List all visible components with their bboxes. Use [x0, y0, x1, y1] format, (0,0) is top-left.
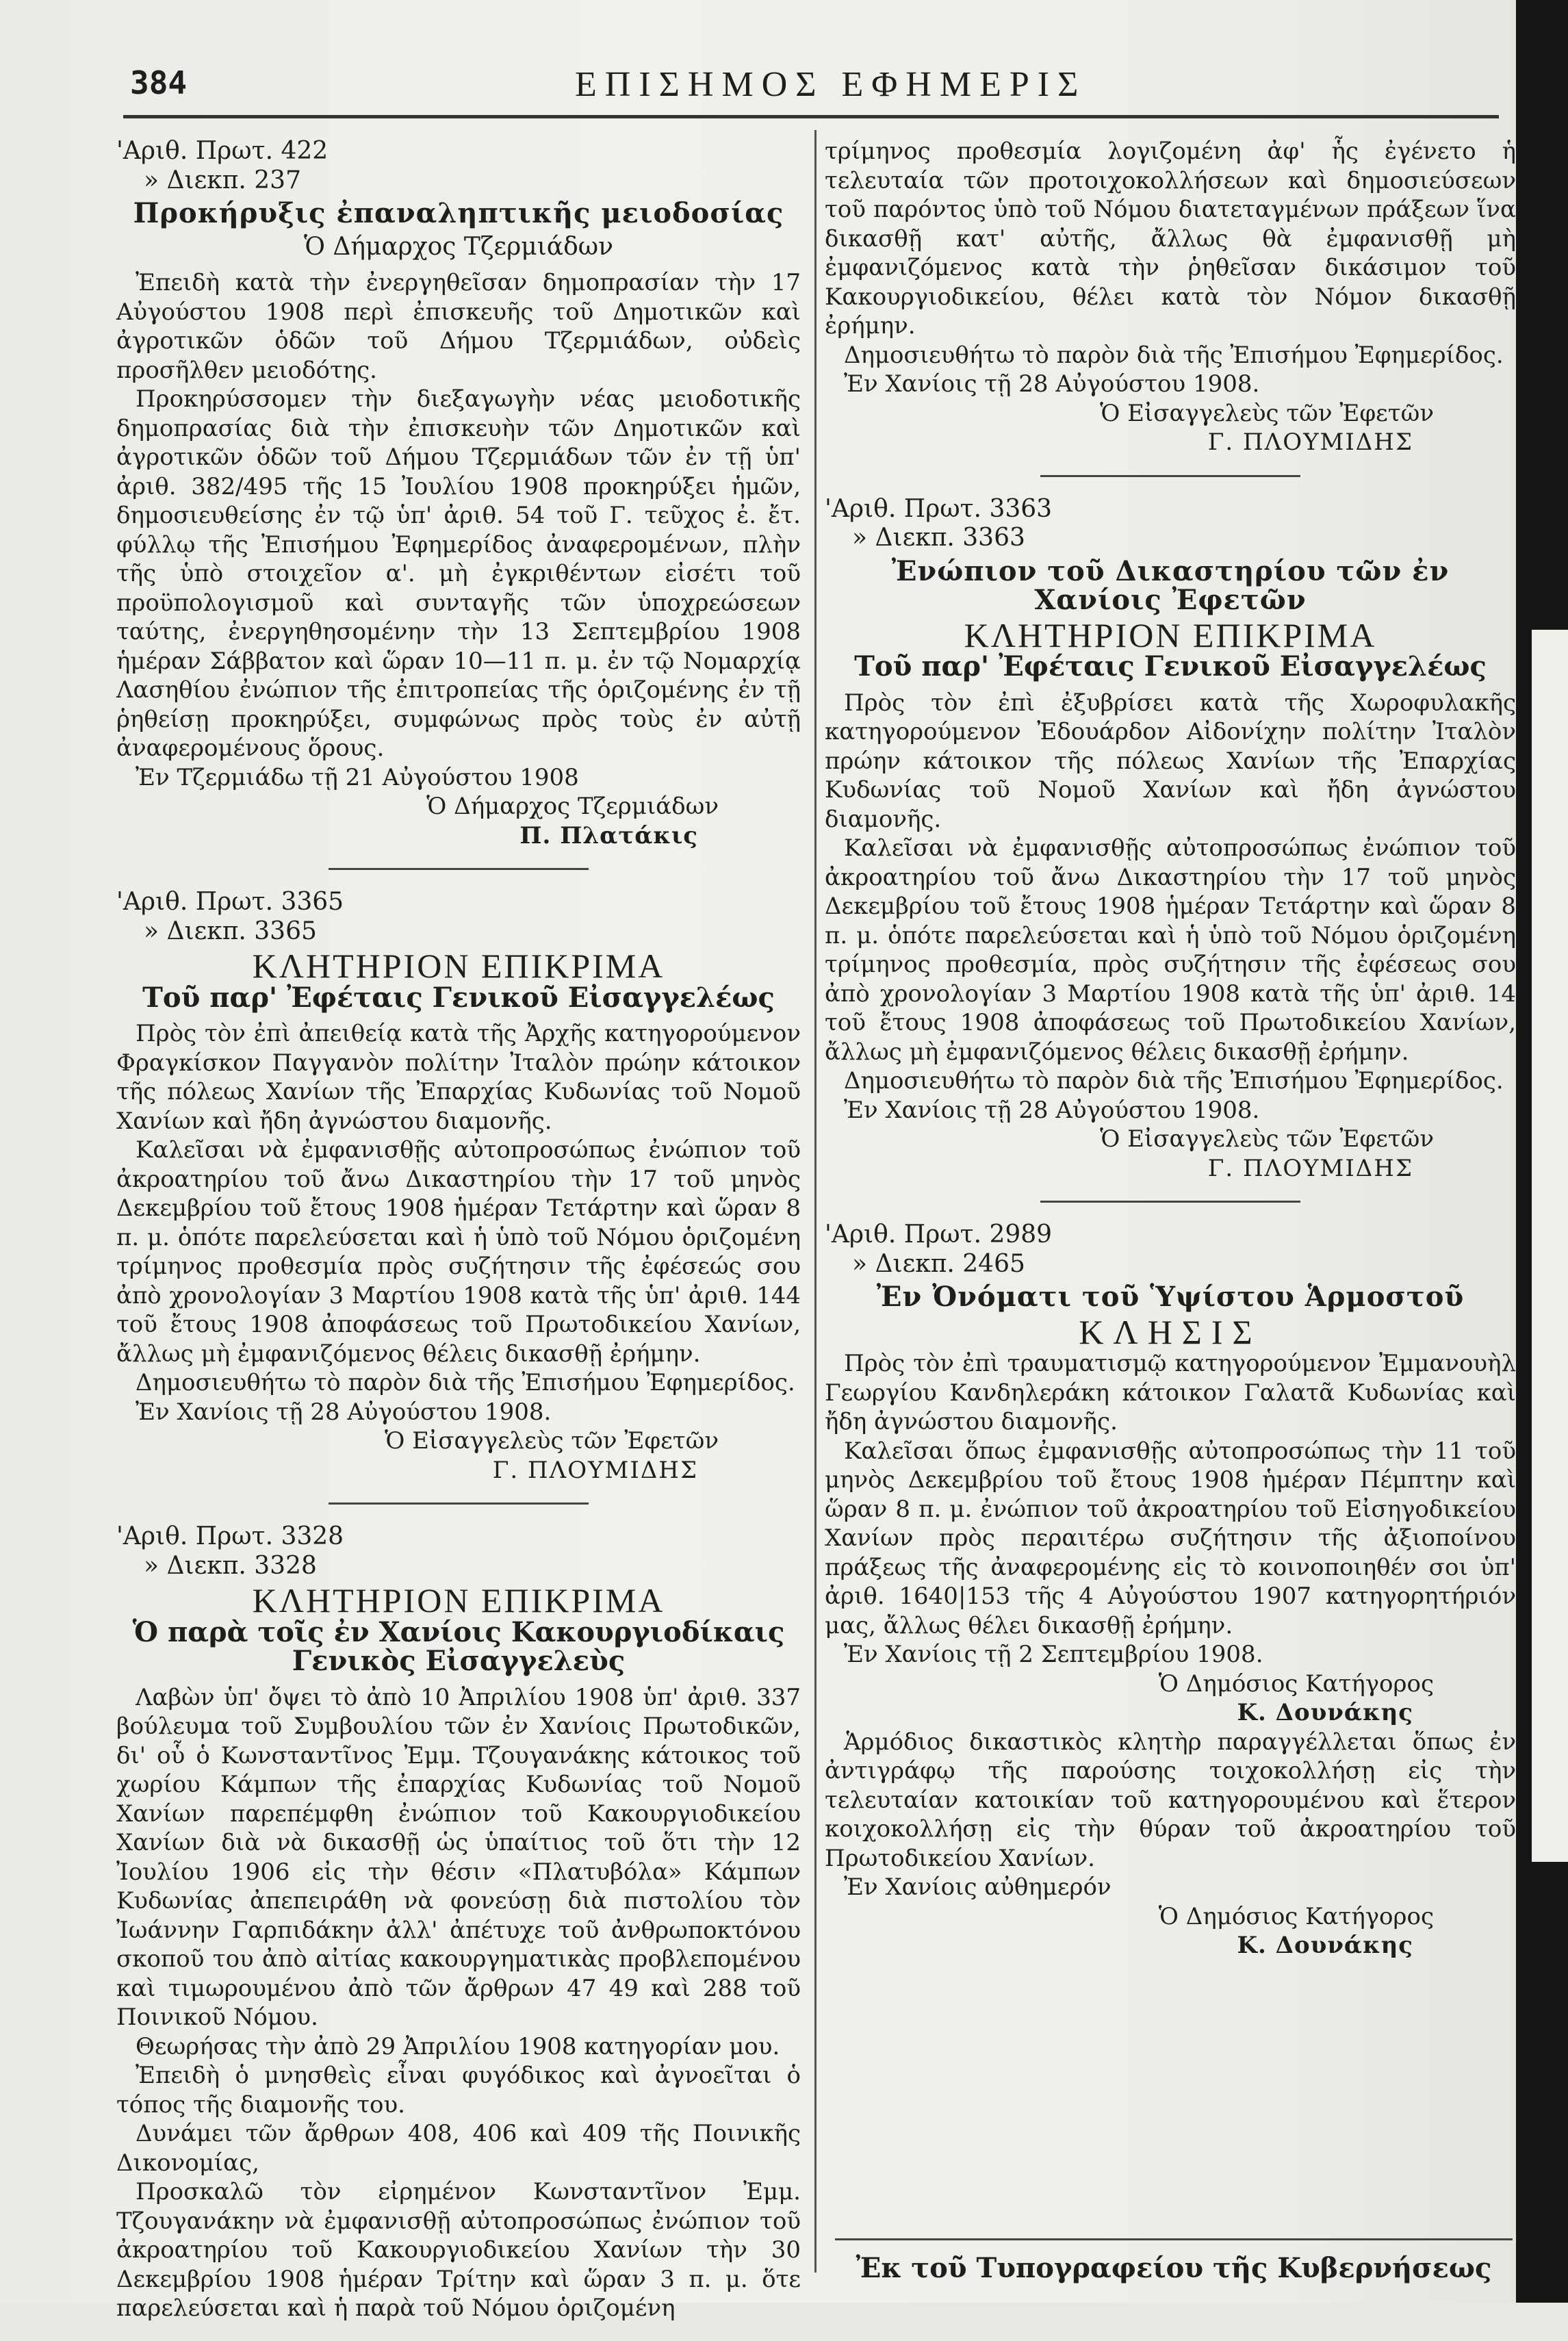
notice-title: ΚΛΗΤΗΡΙΟΝ ΕΠΙΚΡΙΜΑ: [964, 615, 1377, 654]
notice-summons-2: [116, 1522, 801, 2323]
dispatch-number: » Διεκπ. 3328: [144, 1551, 317, 1580]
notice-divider: [1040, 1201, 1300, 1203]
paragraph: Πρὸς τὸν ἐπὶ ἀπειθείᾳ κατὰ τῆς Ἀρχῆς κατηγορούμενον Φραγκίσκον Παγγανὸν πολίτην Ἰταλὸν πρώην κάτοικον τῆς πόλεως Χανίων τῆς Ἐπαρχίας Κυδωνίας τοῦ Νομοῦ Χανίων καὶ ἤδη ἀγνώστου διαμονῆς.: [116, 1020, 801, 1135]
notice-divider: [329, 868, 589, 870]
paragraph: Δημοσιευθήτω τὸ παρὸν διὰ τῆς Ἐπισήμου Ἐφημερίδος.: [844, 341, 1504, 369]
notice-title: ΚΛΗΤΗΡΙΟΝ ΕΠΙΚΡΙΜΑ: [252, 947, 665, 985]
notice-divider: [1040, 475, 1300, 477]
signature-name: Π. Πλατάκις: [519, 821, 698, 849]
notice-summons-1: [116, 888, 801, 1485]
footer-rule: [835, 2238, 1513, 2240]
paragraph: τρίμηνος προθεσμία λογιζομένη ἀφ' ἧς ἐγένετο ἡ τελευταία τῶν προτοιχοκολλήσεων καὶ δημοσιεύσεων τοῦ παρόντος ὑπὸ τοῦ Νόμου διατεταγμένων πράξεων ἵνα δικασθῇ κατ' αὐτῆς, ἄλλως θὰ ἐμφανισθῇ μὴ ἐμφανιζόμενος κατὰ τὴν ῥηθεῖσαν δικάσιμον τοῦ Κακουργιοδικείου, θέλει κατὰ τὸν Νόμον δικασθῇ ἐρήμην.: [825, 138, 1516, 340]
paragraph: Λαβὼν ὑπ' ὄψει τὸ ἀπὸ 10 Ἀπριλίου 1908 ὑπ' ἀριθ. 337 βούλευμα τοῦ Συμβουλίου τῶν ἐν Χανίοις Πρωτοδικῶν, δι' οὗ ὁ Κωνσταντῖνος Ἐμμ. Τζουγανάκης κάτοικος τοῦ χωρίου Κάμπων τῆς ἐπαρχίας Κυδωνίας τοῦ Νομοῦ Χανίων παρεπέμφθη ἐνώπιον τοῦ Κακουργιοδικείου Χανίων διὰ νὰ δικασθῇ ὡς ὑπαίτιος τοῦ ὅτι τὴν 12 Ἰουλίου 1906 εἰς τὴν θέσιν «Πλατυβόλα» Κάμπων Κυδωνίας ἀπεπειράθη νὰ φονεύσῃ διὰ πιστολίου τὸν Ἰωάννην Γαρπιδάκην ἀλλ' ἀπέτυχε τοῦ ἀνθρωποκτόνου σκοποῦ του ἀπὸ αἰτίας κακουργηματικὰς προβλεπομένου καὶ τιμωρουμένου ἀπὸ τῶν ἄρθρων 47 49 καὶ 288 τοῦ Ποινικοῦ Νόμου.: [116, 1683, 801, 2031]
protocol-number: 'Αριθ. Πρωτ. 422: [116, 137, 329, 165]
notice-body: [825, 1728, 1516, 1902]
left-column: [116, 137, 801, 2341]
notice-body: [825, 689, 1516, 1125]
protocol-number: 'Αριθ. Πρωτ. 3365: [116, 888, 344, 916]
notice-date: Ἐν Χανίοις τῇ 28 Αὐγούστου 1908.: [844, 370, 1260, 398]
notice-subtitle: Ὁ Δήμαρχος Τζερμιάδων: [304, 232, 613, 261]
paragraph: Δυνάμει τῶν ἄρθρων 408, 406 καὶ 409 τῆς Ποινικῆς Δικονομίας,: [116, 2120, 801, 2177]
signature-role: Ὁ Εἰσαγγελεὺς τῶν Ἐφετῶν: [385, 1427, 719, 1455]
protocol-number: 'Αριθ. Πρωτ. 3363: [825, 494, 1053, 523]
paragraph: Θεωρήσας τὴν ἀπὸ 29 Ἀπριλίου 1908 κατηγορίαν μου.: [136, 2032, 780, 2060]
paragraph: Ἐπειδὴ κατὰ τὴν ἐνεργηθεῖσαν δημοπρασίαν τὴν 17 Αὐγούστου 1908 περὶ ἐπισκευῆς τοῦ Δημοτικῶν καὶ ἀγροτικῶν ὁδῶν τοῦ Δήμου Τζερμιάδων, οὐδεὶς προσῆλθεν μειοδότης.: [116, 269, 801, 384]
protocol-number: 'Αριθ. Πρωτ. 2989: [825, 1220, 1053, 1249]
notice-title: Προκήρυξις ἐπαναληπτικῆς μειοδοσίας: [133, 197, 784, 229]
journal-title: ΕΠΙΣΗΜΟΣ ΕΦΗΜΕΡΙΣ: [575, 65, 1087, 104]
paragraph: Ἁρμόδιος δικαστικὸς κλητὴρ παραγγέλλεται ὅπως ἐν ἀντιγράφῳ τῆς παρούσης τοιχοκολλήσῃ εἰς τὴν τελευταίαν κατοικίαν τοῦ κατηγορουμένου καὶ ἕτερον κοιχοκολλήσῃ εἰς τὴν θύραν τοῦ ἀκροατηρίου τοῦ Πρωτοδικείου Χανίων.: [825, 1728, 1516, 1872]
notice-title: ΚΛΗΣΙΣ: [1079, 1312, 1262, 1351]
notice-body: [116, 1683, 801, 2323]
dispatch-number: » Διεκπ. 237: [144, 166, 301, 194]
column-divider: [814, 130, 817, 2273]
page-header: [123, 55, 1499, 116]
right-column: [825, 137, 1516, 1978]
notice-title: ΚΛΗΤΗΡΙΟΝ ΕΠΙΚΡΙΜΑ: [252, 1581, 665, 1620]
signature-name: Κ. Δουνάκης: [1237, 1699, 1413, 1726]
paragraph: Καλεῖσαι νὰ ἐμφανισθῇς αὐτοπροσώπως ἐνώπιον τοῦ ἀκροατηρίου τοῦ ἄνω Δικαστηρίου τὴν 17 τοῦ μηνὸς Δεκεμβρίου τοῦ ἔτους 1908 ἡμέραν Τετάρτην καὶ ὥραν 8 π. μ. ὁπότε παρελεύσεται καὶ ἡ ὑπὸ τοῦ Νόμου ὁριζομένη τρίμηνος προθεσμία, πρὸς συζήτησιν τῆς ἐφέσεως σου ἀπὸ χρονολογίαν 3 Μαρτίου 1908 κατὰ τῆς ὑπ' ἀριθ. 14 τοῦ ἔτους 1908 ἀποφάσεως τοῦ Πρωτοδικείου Χανίων, ἄλλως μὴ ἐμφανιζόμενος θέλεις δικασθῇ ἐρήμην.: [825, 834, 1516, 1066]
protocol-number: 'Αριθ. Πρωτ. 3328: [116, 1522, 344, 1550]
paragraph: Προκηρύσσομεν τὴν διεξαγωγὴν νέας μειοδοτικῆς δημοπρασίας διὰ τὴν ἐπισκευὴν τῶν Δημοτικῶν καὶ ἀγροτικῶν ὁδῶν τοῦ Δήμου Τζερμιάδων τῶν ἐν τῇ ὑπ' ἀριθ. 382/495 τῆς 15 Ἰουλίου 1908 προκηρύξει ἡμῶν, δημοσιευθείσης ἐν τῷ ὑπ' ἀριθ. 54 τοῦ Γ. τεῦχος ἐ. ἔτ. φύλλῳ τῆς Ἐπισήμου Ἐφημερίδος ἀναφερομένων, πλὴν τῆς ὑπὸ στοιχεῖον α'. μὴ ἐγκριθέντων εἰσέτι τοῦ προϋπολογισμοῦ καὶ συνταγῆς τῶν ὑποχρεώσεων ταύτης, ἐνεργηθησομένην τὴν 13 Σεπτεμβρίου 1908 ἡμέραν Σάββατον καὶ ὥραν 10—11 π. μ. ἐν τῷ Νομαρχίᾳ Λασηθίου ἐνώπιον τῆς ἐπιτροπείας τῆς ὁριζομένης ἐν τῇ ῥηθείσῃ προκηρύξει, συμφώνως πρὸς τοὺς ἐν αὐτῇ ἀναφερομένους ὅρους.: [116, 385, 801, 762]
notice-heading: Ἐνώπιον τοῦ Δικαστηρίου τῶν ἐν Χανίοις Ἐφετῶν: [891, 554, 1450, 616]
paragraph: Καλεῖσαι ὅπως ἐμφανισθῇς αὐτοπροσώπως τὴν 11 τοῦ μηνὸς Δεκεμβρίου τοῦ ἔτους 1908 ἡμέραν Πέμπτην καὶ ὥραν 8 π. μ. ἐνώπιον τοῦ ἀκροατηρίου τοῦ Εἰσηγοδικείου Χανίων πρὸς περαιτέρω συζήτησιν τῆς ἀξιοποίνου πράξεως τῆς ἀναφερομένης εἰς τὸ κοινοποιηθέν σοι ὑπ' ἀριθ. 1640|153 τῆς 4 Αὐγούστου 1907 κατηγορητήριόν μας, ἄλλως θέλει δικασθῇ ἐρήμην.: [825, 1437, 1516, 1639]
notice-heading: Ἐν Ὀνόματι τοῦ Ὑψίστου Ἁρμοστοῦ: [876, 1281, 1465, 1313]
paragraph: Ἐπειδὴ ὁ μνησθεὶς εἶναι φυγόδικος καὶ ἀγνοεῖται ὁ τόπος τῆς διαμονῆς του.: [116, 2062, 801, 2119]
signature-name: Κ. Δουνάκης: [1237, 1932, 1413, 1959]
notice-tender: [116, 137, 801, 850]
signature-name: Γ. ΠΛΟΥΜΙΔΗΣ: [1207, 428, 1413, 456]
notice-date: Ἐν Τζερμιάδω τῇ 21 Αὐγούστου 1908: [136, 763, 579, 791]
signature-name: Γ. ΠΛΟΥΜΙΔΗΣ: [1207, 1154, 1413, 1182]
paragraph: Καλεῖσαι νὰ ἐμφανισθῇς αὐτοπροσώπως ἐνώπιον τοῦ ἀκροατηρίου τοῦ ἄνω Δικαστηρίου τὴν 17 τοῦ μηνὸς Δεκεμβρίου τοῦ ἔτους 1908 ἡμέραν Τετάρτην καὶ ὥραν 8 π. μ. ὁπότε παρελεύσεται καὶ ἡ ὑπὸ τοῦ Νόμου ὁριζομένη τρίμηνος προθεσμία πρὸς συζήτησιν τῆς ἐφέσεώς σου ἀπὸ χρονολογίαν 3 Μαρτίου 1908 κατὰ τῆς ὑπ' ἀριθ. 144 τοῦ ἔτους 1908 ἀποφάσεως τοῦ Πρωτοδικείου Χανίων, ἄλλως μὴ ἐμφανιζόμενος θέλεις δικασθῇ ἐρήμην.: [116, 1136, 801, 1368]
signature-role: Ὁ Δημόσιος Κατήγορος: [1158, 1670, 1434, 1698]
printer-footer: Ἐκ τοῦ Τυπογραφείου τῆς Κυβερνήσεως: [856, 2252, 1492, 2284]
notice-subtitle: Τοῦ παρ' Ἐφέταις Γενικοῦ Εἰσαγγελέως: [142, 981, 775, 1014]
notice-divider: [329, 1502, 589, 1505]
dispatch-number: » Διεκπ. 2465: [852, 1249, 1025, 1278]
dispatch-number: » Διεκπ. 3365: [144, 917, 317, 945]
signature-name: Γ. ΠΛΟΥΜΙΔΗΣ: [492, 1456, 698, 1484]
notice-date: Ἐν Χανίοις τῇ 28 Αὐγούστου 1908.: [136, 1398, 552, 1426]
notice-date: Ἐν Χανίοις τῇ 2 Σεπτεμβρίου 1908.: [844, 1641, 1263, 1668]
signature-role: Ὁ Εἰσαγγελεὺς τῶν Ἐφετῶν: [1100, 399, 1434, 427]
header-rule: [123, 115, 1499, 118]
signature-role: Ὁ Δήμαρχος Τζερμιάδων: [426, 793, 719, 820]
notice-date: Ἐν Χανίοις τῇ 28 Αὐγούστου 1908.: [844, 1096, 1260, 1124]
paragraph: Πρὸς τὸν ἐπὶ ἐξυβρίσει κατὰ τῆς Χωροφυλακῆς κατηγορούμενον Ἐδουάρδον Αἰδονίχην πολίτην Ἰταλὸν πρώην κάτοικον τῆς πόλεως Χανίων τῆς Ἐπαρχίας Κυδωνίας τοῦ Νομοῦ Χανίων καὶ ἤδη ἀγνώστου διαμονῆς.: [825, 689, 1516, 833]
notice-date: Ἐν Χανίοις αὐθημερόν: [844, 1873, 1111, 1901]
notice-subtitle: Τοῦ παρ' Ἐφέταις Γενικοῦ Εἰσαγγελέως: [854, 650, 1487, 682]
signature-role: Ὁ Εἰσαγγελεὺς τῶν Ἐφετῶν: [1100, 1125, 1434, 1153]
signature-role: Ὁ Δημόσιος Κατήγορος: [1158, 1902, 1434, 1930]
notice-continuation: [825, 137, 1516, 457]
paragraph: Δημοσιευθήτω τὸ παρὸν διὰ τῆς Ἐπισήμου Ἐφημερίδος.: [844, 1067, 1504, 1095]
notice-body: [116, 1019, 801, 1427]
notice-body: [825, 137, 1516, 399]
paragraph: Προσκαλῶ τὸν εἰρημένον Κωνσταντῖνον Ἐμμ. Τζουγανάκην νὰ ἐμφανισθῇ αὐτοπροσώπως ἐνώπιον τοῦ ἀκροατηρίου τοῦ Κακουργιοδικείου Χανίων τὴν 30 Δεκεμβρίου 1908 ἡμέραν Τρίτην καὶ ὥραν 3 π. μ. ὅτε παρελεύσεται καὶ ἡ παρὰ τοῦ Νόμου ὁριζομένη: [116, 2178, 801, 2322]
paragraph: Πρὸς τὸν ἐπὶ τραυματισμῷ κατηγορούμενον Ἐμμανουὴλ Γεωργίου Κανδηλεράκη κάτοικον Γαλατᾶ Κυδωνίας καὶ ἤδη ἀγνώστου διαμονῆς.: [825, 1350, 1516, 1435]
paragraph: Δημοσιευθήτω τὸ παρὸν διὰ τῆς Ἐπισήμου Ἐφημερίδος.: [136, 1369, 795, 1396]
notice-body: [116, 268, 801, 792]
adjacent-page-strip: [1532, 630, 1568, 1862]
notice-summons-4: [825, 1220, 1516, 1960]
dispatch-number: » Διεκπ. 3363: [852, 524, 1025, 552]
notice-body: [825, 1349, 1516, 1670]
notice-summons-3: [825, 495, 1516, 1184]
page-number: 384: [130, 64, 188, 101]
notice-subtitle: Ὁ παρὰ τοῖς ἐν Χανίοις Κακουργιοδίκαις Γενικὸς Εἰσαγγελεὺς: [132, 1615, 785, 1677]
